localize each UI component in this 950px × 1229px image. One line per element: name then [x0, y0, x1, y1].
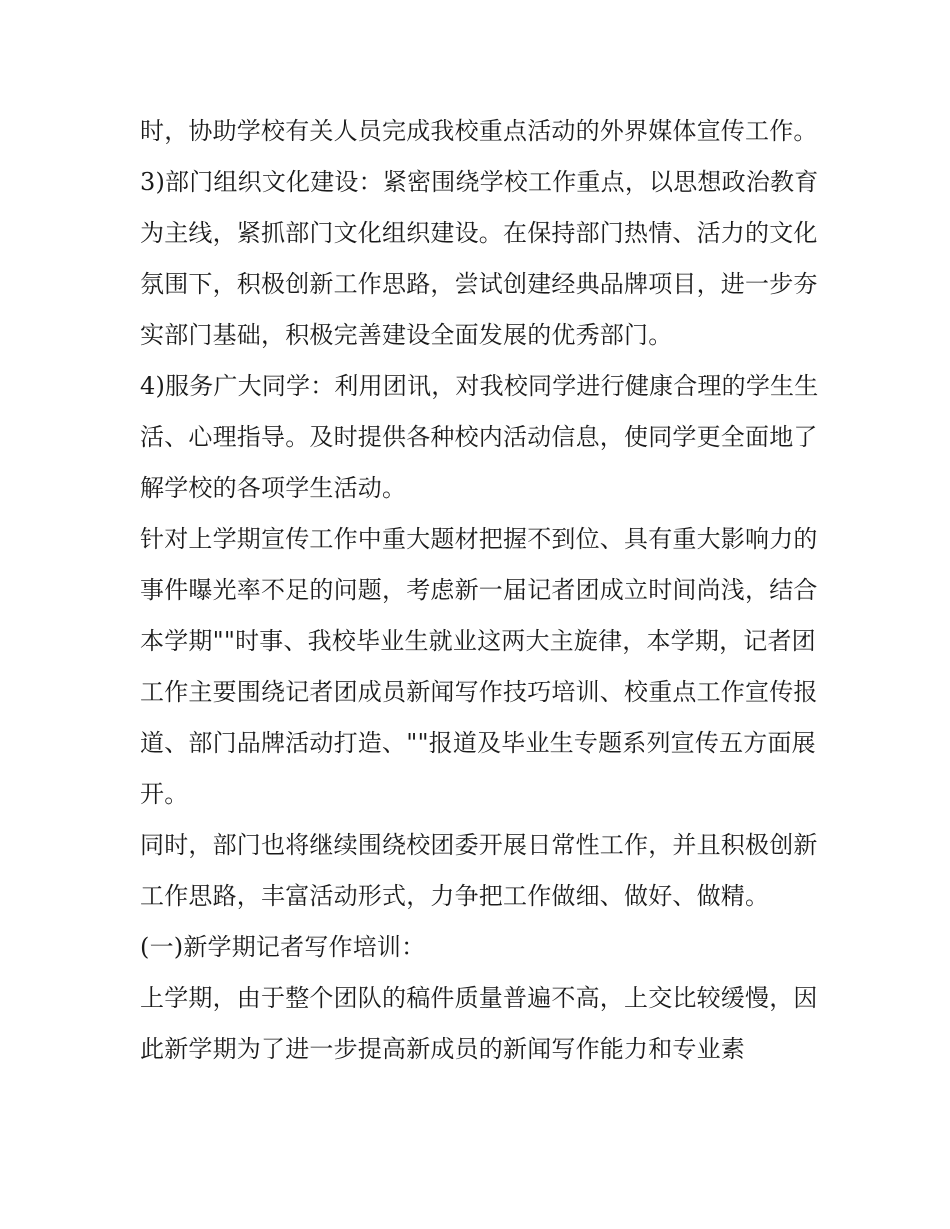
paragraph-training-background: 上学期，由于整个团队的稿件质量普遍不高，上交比较缓慢，因此新学期为了进一步提高新成员的新闻写作能力和专业素 — [140, 984, 818, 1063]
paragraph-reporter-work-plan: 针对上学期宣传工作中重大题材把握不到位、具有重大影响力的事件曝光率不足的问题，考虑新一届记者团成立时间尚浅，结合本学期""时事、我校毕业生就业这两大主旋律，本学期，记者团工作主要围绕记者团成员新闻写作技巧培训、校重点工作宣传报道、部门品牌活动打造、""报道及毕业生专题系列宣传五方面展开。 — [140, 525, 818, 808]
paragraph-culture-building: 3)部门组织文化建设：紧密围绕学校工作重点，以思想政治教育为主线，紧抓部门文化组织建设。在保持部门热情、活力的文化氛围下，积极创新工作思路，尝试创建经典品牌项目，进一步夯实部门基础，积极完善建设全面发展的优秀部门。 — [140, 168, 819, 349]
paragraph-serve-students: 4)服务广大同学：利用团讯，对我校同学进行健康合理的学生生活、心理指导。及时提供各种校内活动信息，使同学更全面地了解学校的各项学生活动。 — [140, 372, 819, 502]
paragraph-daily-work: 同时，部门也将继续围绕校团委开展日常性工作，并且积极创新工作思路，丰富活动形式，力争把工作做细、做好、做精。 — [140, 831, 818, 910]
document-body — [140, 106, 820, 1075]
section-heading-writing-training: (一)新学期记者写作培训： — [140, 933, 426, 961]
paragraph-media-publicity: 时，协助学校有关人员完成我校重点活动的外界媒体宣传工作。 — [140, 117, 818, 145]
